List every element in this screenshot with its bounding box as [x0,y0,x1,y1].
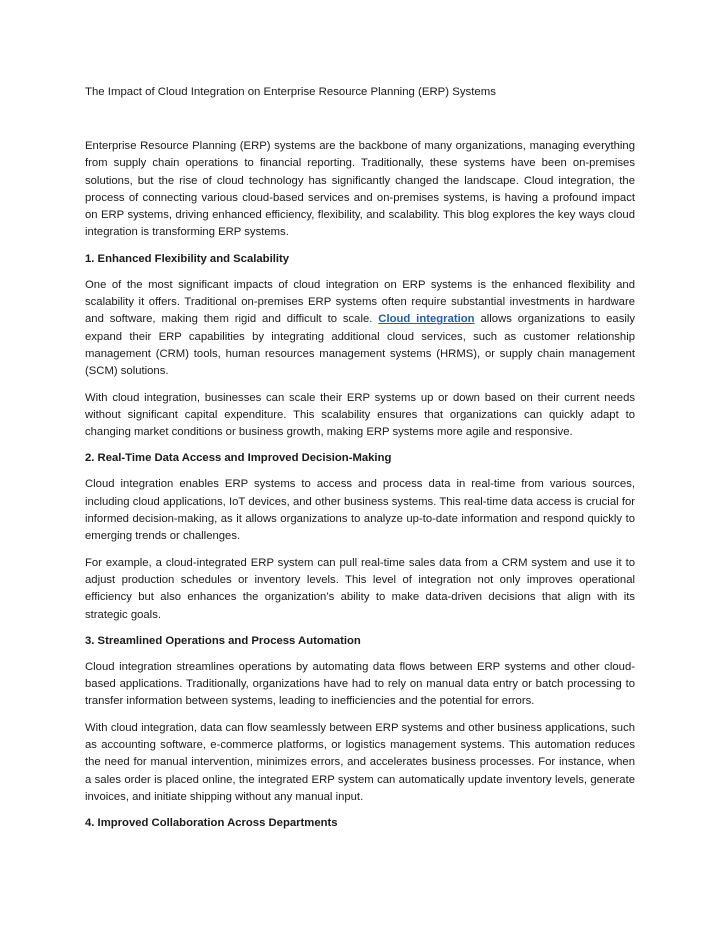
section-heading-flexibility: 1. Enhanced Flexibility and Scalability [85,252,290,265]
operations-paragraph-2: With cloud integration, data can flow seamlessly between ERP systems and other business applications, such as accounting software, e-commerce platforms, or logistics management systems. This automation reduces the need for manual intervention, minimizes errors, and accelerates business processes. For instance, when a sales order is placed online, the integrated ERP system can automatically update inventory levels, generate invoices, and initiate shipping without any manual input. [85,721,635,803]
flexibility-text-before-link: One of the most significant impacts of cloud integration on ERP systems is the enhanced flexibility and scalability it offers. Traditional on-premises ERP systems often require substantial investments in hardware and software, making them rigid and difficult to scale. [85,278,635,326]
flexibility-paragraph-1 [85,277,635,381]
section-heading-operations: 3. Streamlined Operations and Process Automation [85,634,361,647]
intro-paragraph: Enterprise Resource Planning (ERP) systems are the backbone of many organizations, managing everything from supply chain operations to financial reporting. Traditionally, these systems have been on-premises solutions, but the rise of cloud technology has significantly changed the landscape. Cloud integration, the process of connecting various cloud-based services and on-premises systems, is having a profound impact on ERP systems, driving enhanced efficiency, flexibility, and scalability. This blog explores the key ways cloud integration is transforming ERP systems. [85,140,635,239]
cloud-integration-link[interactable]: Cloud integration [378,313,475,326]
flexibility-text-after-link: allows organizations to easily expand their ERP capabilities by integrating additional cloud services, such as customer relationship management (CRM) tools, human resources management systems (HRMS), or supply chain management (SCM) solutions. [85,313,636,378]
document-page [85,84,635,841]
section-heading-collaboration: 4. Improved Collaboration Across Departments [85,817,338,830]
operations-paragraph-1: Cloud integration streamlines operations by automating data flows between ERP systems and other cloud-based applications. Traditionally, organizations have had to rely on manual data entry or batch processing to transfer information between systems, leading to inefficiencies and the potential for errors. [85,660,635,708]
realtime-paragraph-2: For example, a cloud-integrated ERP system can pull real-time sales data from a CRM system and use it to adjust production schedules or inventory levels. This level of integration not only improves operational efficiency but also enhances the organization’s ability to make data-driven decisions that align with its strategic goals. [85,556,635,621]
flexibility-paragraph-2: With cloud integration, businesses can scale their ERP systems up or down based on their current needs without significant capital expenditure. This scalability ensures that organizations can quickly adapt to changing market conditions or business growth, making ERP systems more agile and responsive. [85,391,635,439]
document-title: The Impact of Cloud Integration on Enterprise Resource Planning (ERP) Systems [85,86,496,98]
realtime-paragraph-1: Cloud integration enables ERP systems to access and process data in real-time from various sources, including cloud applications, IoT devices, and other business systems. This real-time data access is crucial for informed decision-making, as it allows organizations to analyze up-to-date information and respond quickly to emerging trends or challenges. [85,478,635,543]
section-heading-realtime: 2. Real-Time Data Access and Improved Decision-Making [85,452,392,465]
